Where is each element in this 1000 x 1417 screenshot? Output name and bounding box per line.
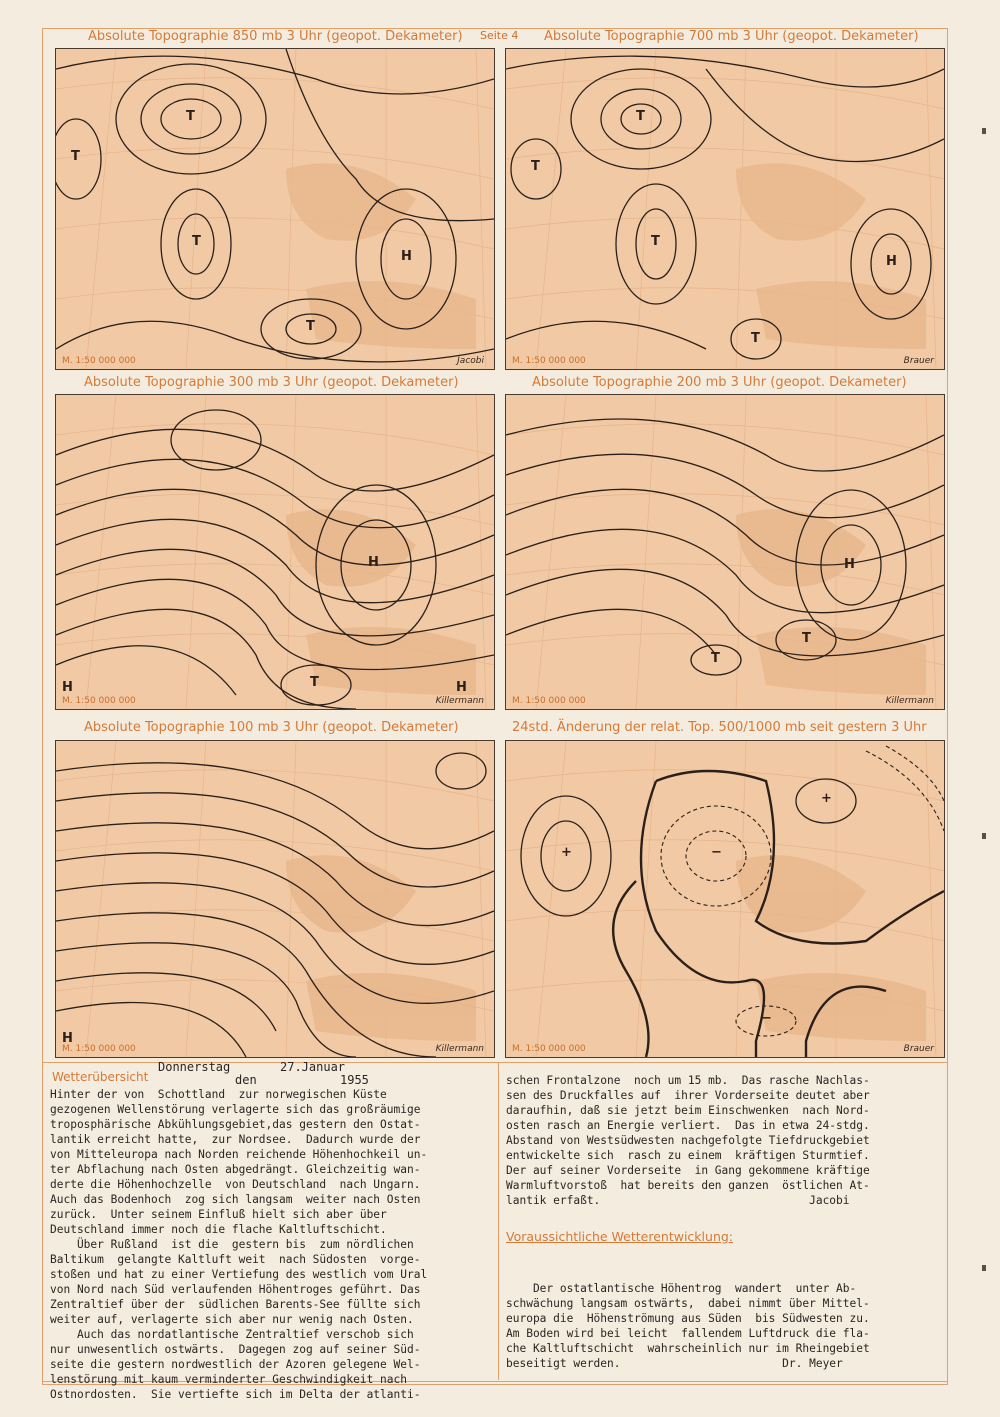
high-pressure-label: H bbox=[62, 680, 73, 695]
map-700mb bbox=[505, 48, 945, 370]
overview-text-right: schen Frontalzone noch um 15 mb. Das rasche Nachlas- sen des Druckfalles auf ihrer Vorderseite deutet aber daraufhin, daß sie jetzt beim Einschwenken nach Nord- osten rasch an Energie verliert. Das in etwa 24-stdg. Abstand von Westsüdwesten nachgefolgte Tiefdruckgebiet entwickelte sich rasch zu einem kräftigen Sturmtief. Der auf seiner Vorderseite in Gang gekommene kräftige Warmluftvorstoß hat bereits den ganzen östlichen At- lantik erfaßt. Jacobi bbox=[506, 1074, 870, 1207]
map-title-200mb: Absolute Topographie 200 mb 3 Uhr (geopot. Dekameter) bbox=[532, 375, 907, 390]
overview-year: 1955 bbox=[340, 1073, 369, 1087]
high-pressure-label: H bbox=[844, 557, 855, 572]
forecast-heading: Voraussichtliche Wetterentwicklung: bbox=[506, 1229, 734, 1244]
map-signature: Killermann bbox=[435, 1044, 484, 1054]
punch-mark bbox=[982, 128, 986, 134]
map-scale: M. 1:50 000 000 bbox=[62, 696, 136, 706]
contour-lines-850mb bbox=[56, 49, 494, 369]
map-850mb bbox=[55, 48, 495, 370]
low-pressure-label: T bbox=[192, 234, 201, 249]
low-pressure-label: T bbox=[751, 331, 760, 346]
map-title-24h-change: 24std. Änderung der relat. Top. 500/1000 mb seit gestern 3 Uhr bbox=[512, 720, 927, 735]
contour-lines-300mb bbox=[56, 395, 494, 709]
map-300mb bbox=[55, 394, 495, 710]
high-pressure-label: H bbox=[368, 555, 379, 570]
low-pressure-label: T bbox=[651, 234, 660, 249]
map-100mb bbox=[55, 740, 495, 1058]
map-signature: Killermann bbox=[885, 696, 934, 706]
map-signature: Killermann bbox=[435, 696, 484, 706]
high-pressure-label: H bbox=[401, 249, 412, 264]
high-pressure-label: H bbox=[456, 680, 467, 695]
increase-marker: + bbox=[821, 791, 832, 806]
map-signature: Brauer bbox=[903, 1044, 934, 1054]
low-pressure-label: T bbox=[802, 631, 811, 646]
punch-mark bbox=[982, 833, 986, 839]
contour-lines-24h-change bbox=[506, 741, 944, 1057]
map-signature: Jacobi bbox=[457, 356, 484, 366]
map-title-850mb: Absolute Topographie 850 mb 3 Uhr (geopot. Dekameter) bbox=[88, 29, 463, 44]
contour-lines-700mb bbox=[506, 49, 944, 369]
contour-lines-100mb bbox=[56, 741, 494, 1057]
map-title-300mb: Absolute Topographie 300 mb 3 Uhr (geopot. Dekameter) bbox=[84, 375, 459, 390]
contour-lines-200mb bbox=[506, 395, 944, 709]
high-pressure-label: H bbox=[62, 1031, 73, 1046]
low-pressure-label: T bbox=[531, 159, 540, 174]
map-scale: M. 1:50 000 000 bbox=[62, 1044, 136, 1054]
map-signature: Brauer bbox=[903, 356, 934, 366]
map-scale: M. 1:50 000 000 bbox=[512, 696, 586, 706]
overview-date: 27.Januar bbox=[280, 1060, 346, 1074]
map-scale: M. 1:50 000 000 bbox=[512, 356, 586, 366]
page-number: Seite 4 bbox=[480, 29, 519, 42]
low-pressure-label: T bbox=[310, 675, 319, 690]
decrease-marker: − bbox=[711, 845, 722, 860]
forecast-text: Der ostatlantische Höhentrog wandert unter Ab- schwächung langsam ostwärts, dabei nimmt über Mittel- europa die Höhenströmung aus Süden bis Südwesten zu. Am Boden wird bei leicht fallendem Luftdruck die fla- che Kaltluftschicht wahrscheinlich nur im Rheingebiet beseitigt werden. Dr. Meyer bbox=[506, 1282, 870, 1370]
overview-text-left: Hinter der von Schottland zur norwegischen Küste gezogenen Wellenstörung verlagerte sich das großräumige troposphärische Abkühlungsgebiet,das gestern den Ostat- lantik erreicht hatte, zur Nordsee. Dadurch wurde der von Mitteleuropa nach Norden reichende Höhenhochkeil un- ter Abflachung nach Osten abgedrängt. Gleichzeitig wan- derte die Höhenhochzelle von Deutschland nach Ungarn. Auch das Bodenhoch zog sich langsam weiter nach Osten zurück. Unter seinem Einfluß hielt sich aber über Deutschland immer noch die flache Kaltluftschicht. Über Rußland ist die gestern bis zum nördlichen Baltikum gelangte Kaltluft weit nach Südosten vorge- stoßen und hat zu einer Vertiefung des westlich vom Ural von Nord nach Süd verlaufenden Höhentroges geführt. Das Zentraltief über der südlichen Barents-See füllte sich weiter auf, verlagerte sich aber nur wenig nach Osten. Auch das nordatlantische Zentraltief verschob sich nur unwesentlich ostwärts. Dagegen zog auf seiner Süd- seite die gestern nordwestlich der Azoren gelegene Wel- lenstörung mit kaum verminderter Geschwindigkeit nach Ostnordosten. Sie vertiefte sich im Delta der atlanti- bbox=[50, 1088, 428, 1401]
map-title-700mb: Absolute Topographie 700 mb 3 Uhr (geopot. Dekameter) bbox=[544, 29, 919, 44]
punch-mark bbox=[982, 1265, 986, 1271]
low-pressure-label: T bbox=[186, 109, 195, 124]
map-title-100mb: Absolute Topographie 100 mb 3 Uhr (geopot. Dekameter) bbox=[84, 720, 459, 735]
low-pressure-label: T bbox=[636, 109, 645, 124]
map-scale: M. 1:50 000 000 bbox=[62, 356, 136, 366]
overview-den: den bbox=[235, 1073, 257, 1087]
decrease-marker: − bbox=[761, 1011, 772, 1026]
increase-marker: + bbox=[561, 845, 572, 860]
map-24h-change bbox=[505, 740, 945, 1058]
overview-day: Donnerstag bbox=[158, 1060, 231, 1074]
map-200mb bbox=[505, 394, 945, 710]
low-pressure-label: T bbox=[306, 319, 315, 334]
high-pressure-label: H bbox=[886, 254, 897, 269]
low-pressure-label: T bbox=[711, 651, 720, 666]
column-divider bbox=[498, 1062, 499, 1380]
map-scale: M. 1:50 000 000 bbox=[512, 1044, 586, 1054]
overview-heading: Wetterübersicht bbox=[52, 1070, 149, 1084]
low-pressure-label: T bbox=[71, 149, 80, 164]
